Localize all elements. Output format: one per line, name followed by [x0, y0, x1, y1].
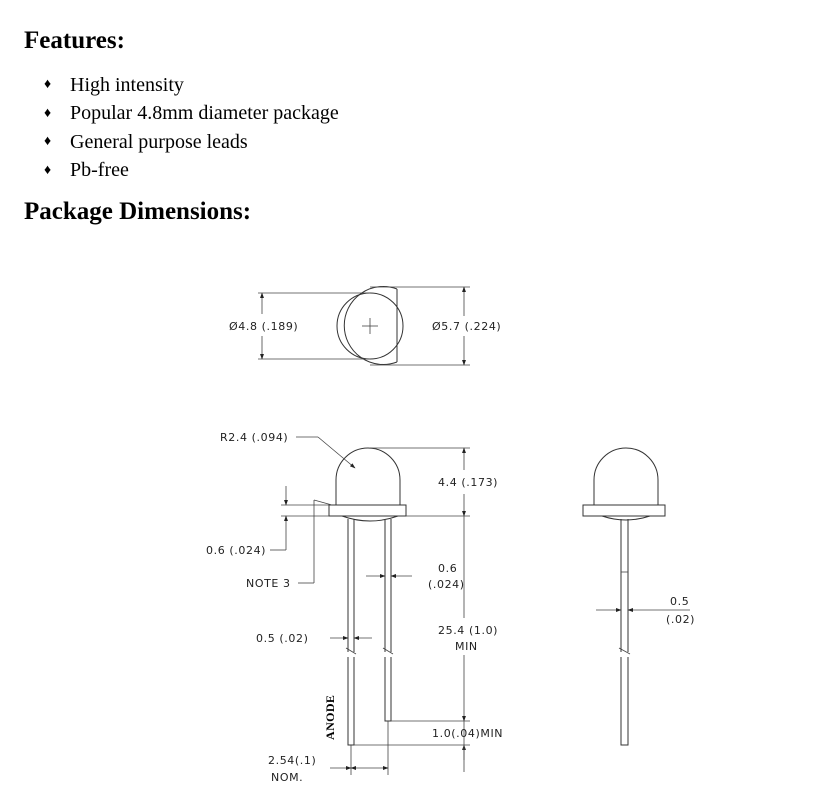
pitch-label: 2.54(.1): [268, 754, 317, 767]
lead-lower: [348, 657, 354, 745]
dome-height-label: 4.4 (.173): [438, 476, 499, 489]
led-front-view: [206, 431, 503, 784]
lead-width-label: 0.5 (.02): [256, 632, 309, 645]
lead-upper: [621, 519, 628, 652]
lead-kink-label: (.024): [428, 578, 465, 591]
diamond-bullet-icon: ♦: [44, 105, 52, 121]
lead-lower: [385, 657, 391, 721]
dome-outline: [594, 448, 658, 505]
feature-text: Pb-free: [70, 159, 129, 182]
anode-label: ANODE: [323, 694, 337, 740]
lead-lower: [621, 657, 628, 745]
flange-thickness-label: 0.6 (.024): [206, 544, 267, 557]
feature-text: Popular 4.8mm diameter package: [70, 102, 339, 125]
pitch-label: NOM.: [271, 771, 304, 784]
feature-text: General purpose leads: [70, 130, 248, 153]
lead-length-label: 25.4 (1.0): [438, 624, 499, 637]
package-dimensions-heading: Package Dimensions:: [24, 198, 252, 225]
base-curve: [602, 516, 650, 520]
dome-radius-label: R2.4 (.094): [220, 431, 289, 444]
features-heading: Features:: [24, 27, 125, 54]
dome-outline: [336, 448, 400, 505]
diamond-bullet-icon: ♦: [44, 77, 52, 93]
lead-upper: [385, 519, 391, 652]
feature-text: High intensity: [70, 73, 184, 96]
flange-diameter-label: Ø5.7 (.224): [432, 320, 502, 333]
base-curve: [342, 516, 398, 521]
lens-diameter-label: Ø4.8 (.189): [229, 320, 299, 333]
lead-kink-label: 0.6: [438, 562, 458, 575]
note-3-label: NOTE 3: [246, 577, 291, 590]
led-top-view: [229, 287, 501, 366]
flange-rect: [583, 505, 665, 516]
leader-arrow: [318, 437, 355, 468]
lead-offset-label: 1.0(.04)MIN: [432, 727, 504, 740]
diamond-bullet-icon: ♦: [44, 134, 52, 150]
leader-line: [314, 500, 332, 505]
lead-length-label: MIN: [455, 640, 478, 653]
side-lead-label: 0.5: [670, 595, 690, 608]
lead-upper: [348, 519, 354, 652]
led-side-view: [583, 448, 695, 745]
side-lead-label: (.02): [666, 613, 696, 626]
flange-rect: [329, 505, 406, 516]
diamond-bullet-icon: ♦: [44, 162, 52, 178]
